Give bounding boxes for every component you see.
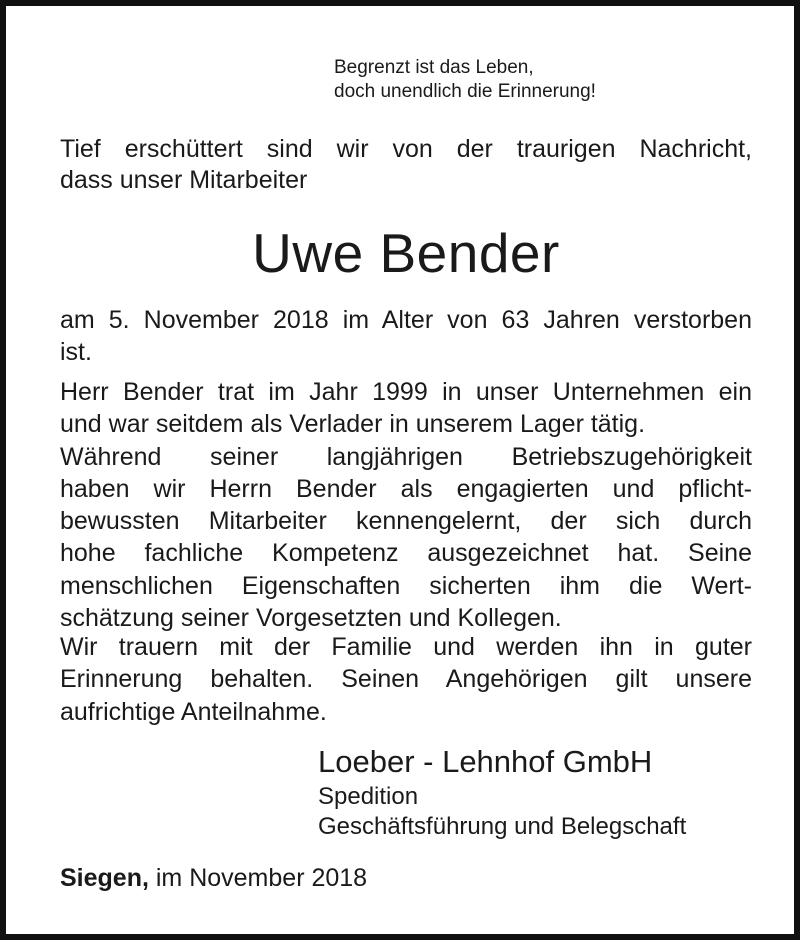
- motto-quote: [334, 56, 596, 104]
- deceased-name: Uwe Bender: [252, 222, 560, 284]
- paragraph-career: [60, 376, 752, 634]
- paragraph2-line-1: Herr Bender trat im Jahr 1999 in unser Unternehmen ein: [60, 378, 752, 406]
- paragraph1-line-1: am 5. November 2018 im Alter von 63 Jahren verstorben: [60, 306, 752, 334]
- paragraph3-line-1: Wir trauern mit der Familie und werden ihn in guter: [60, 633, 752, 661]
- motto-line-2: doch unendlich die Erinnerung!: [334, 81, 596, 102]
- intro-line-1: Tief erschüttert sind wir von der traurigen Nachricht,: [60, 135, 752, 163]
- paragraph2-line-4: haben wir Herrn Bender als engagierten und pflicht-: [60, 474, 752, 503]
- paragraph2-line-5: bewussten Mitarbeiter kennengelernt, der sich durch: [60, 507, 752, 536]
- paragraph2-line-8: schätzung seiner Vorgesetzten und Kollegen.: [60, 604, 562, 633]
- paragraph2-line-3: Während seiner langjährigen Betriebszugehörigkeit: [60, 442, 752, 471]
- paragraph1-line-2: ist.: [60, 338, 92, 367]
- intro-text: [60, 134, 752, 196]
- company-name: Loeber - Lehnhof GmbH: [318, 744, 653, 779]
- signature-block: [318, 742, 686, 842]
- paragraph2-line-2: und war seitdem als Verlader in unserem Lager tätig.: [60, 410, 646, 439]
- paragraph2-line-6: hohe fachliche Kompetenz ausgezeichnet hat. Seine: [60, 539, 752, 568]
- date-text: im November 2018: [155, 864, 368, 892]
- motto-line-1: Begrenzt ist das Leben,: [334, 57, 534, 78]
- paragraph2-line-7: menschlichen Eigenschaften sicherten ihm die Wert-: [60, 571, 752, 600]
- paragraph3-line-3: aufrichtige Anteilnahme.: [60, 697, 327, 726]
- place-city: Siegen,: [60, 864, 149, 892]
- company-signatories: Geschäftsführung und Belegschaft: [318, 813, 687, 840]
- paragraph-condolence: [60, 631, 752, 728]
- company-division: Spedition: [318, 783, 419, 810]
- place-and-date: [60, 862, 367, 894]
- intro-line-2: dass unser Mitarbeiter: [60, 166, 308, 194]
- paragraph3-line-2: Erinnerung behalten. Seinen Angehörigen gilt unsere: [60, 665, 752, 694]
- paragraph-death-date: [60, 304, 752, 369]
